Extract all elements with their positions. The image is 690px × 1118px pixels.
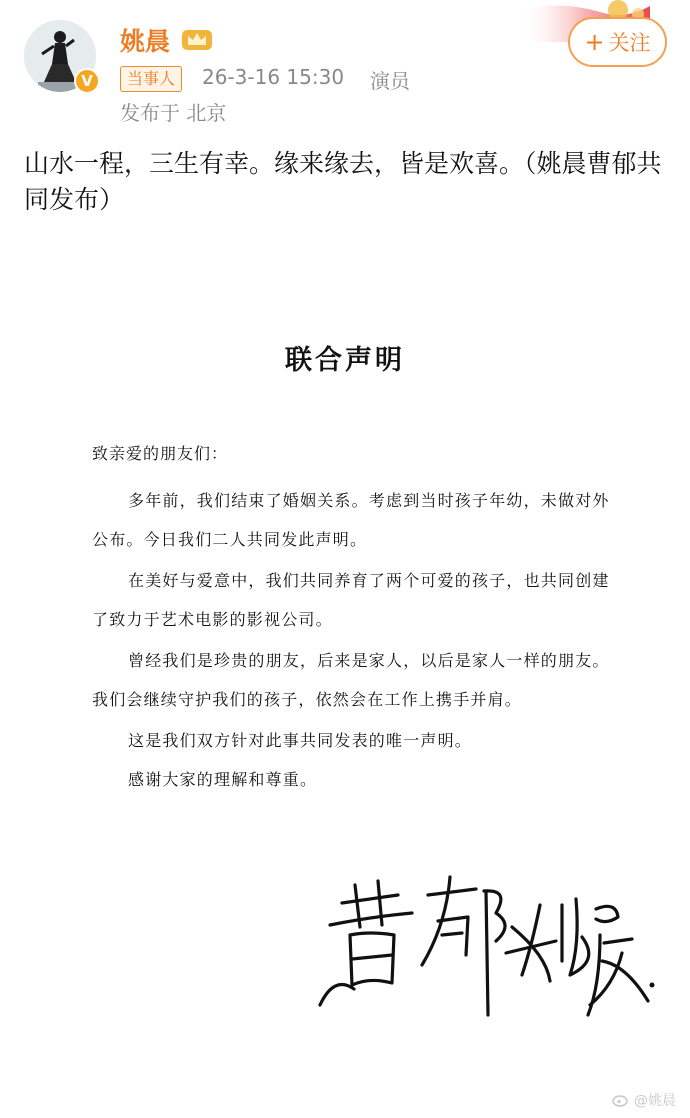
author-role: 演员	[370, 69, 410, 93]
plus-icon: +	[584, 28, 605, 56]
post-text: 山水一程，三生有幸。缘来缘去，皆是欢喜。（姚晨曹郁共同发布）	[24, 149, 662, 214]
statement-paragraph: 多年前，我们结束了婚姻关系。考虑到当时孩子年幼，未做对外公布。今日我们二人共同发此声明。	[92, 491, 610, 549]
statement-greeting: 致亲爱的朋友们：	[92, 444, 229, 463]
watermark	[612, 1090, 676, 1110]
verified-v-icon: V	[74, 68, 100, 94]
post-timestamp: 26-3-16 15:30	[202, 65, 345, 89]
post-header	[0, 0, 690, 140]
post-location: 发布于 北京	[120, 101, 227, 125]
statement-paragraph: 感谢大家的理解和尊重。	[128, 770, 318, 789]
author-name[interactable]: 姚晨	[120, 27, 171, 56]
weibo-icon	[612, 1093, 630, 1107]
statement-image[interactable]	[0, 230, 690, 1118]
watermark-text: @姚晨	[634, 1093, 676, 1109]
signature-image	[300, 865, 660, 1035]
follow-label: 关注	[608, 31, 651, 55]
statement-title: 联合声明	[285, 345, 405, 376]
statement-paragraph: 这是我们双方针对此事共同发表的唯一声明。	[128, 731, 473, 750]
tag-badge: 当事人	[120, 66, 182, 92]
statement-paragraph: 曾经我们是珍贵的朋友，后来是家人，以后是家人一样的朋友。我们会继续守护我们的孩子，依然会在工作上携手并肩。	[92, 651, 610, 709]
follow-button[interactable]	[568, 17, 667, 67]
crown-icon	[180, 26, 214, 52]
statement-paragraph: 在美好与爱意中，我们共同养育了两个可爱的孩子，也共同创建了致力于艺术电影的影视公司。	[92, 571, 610, 629]
